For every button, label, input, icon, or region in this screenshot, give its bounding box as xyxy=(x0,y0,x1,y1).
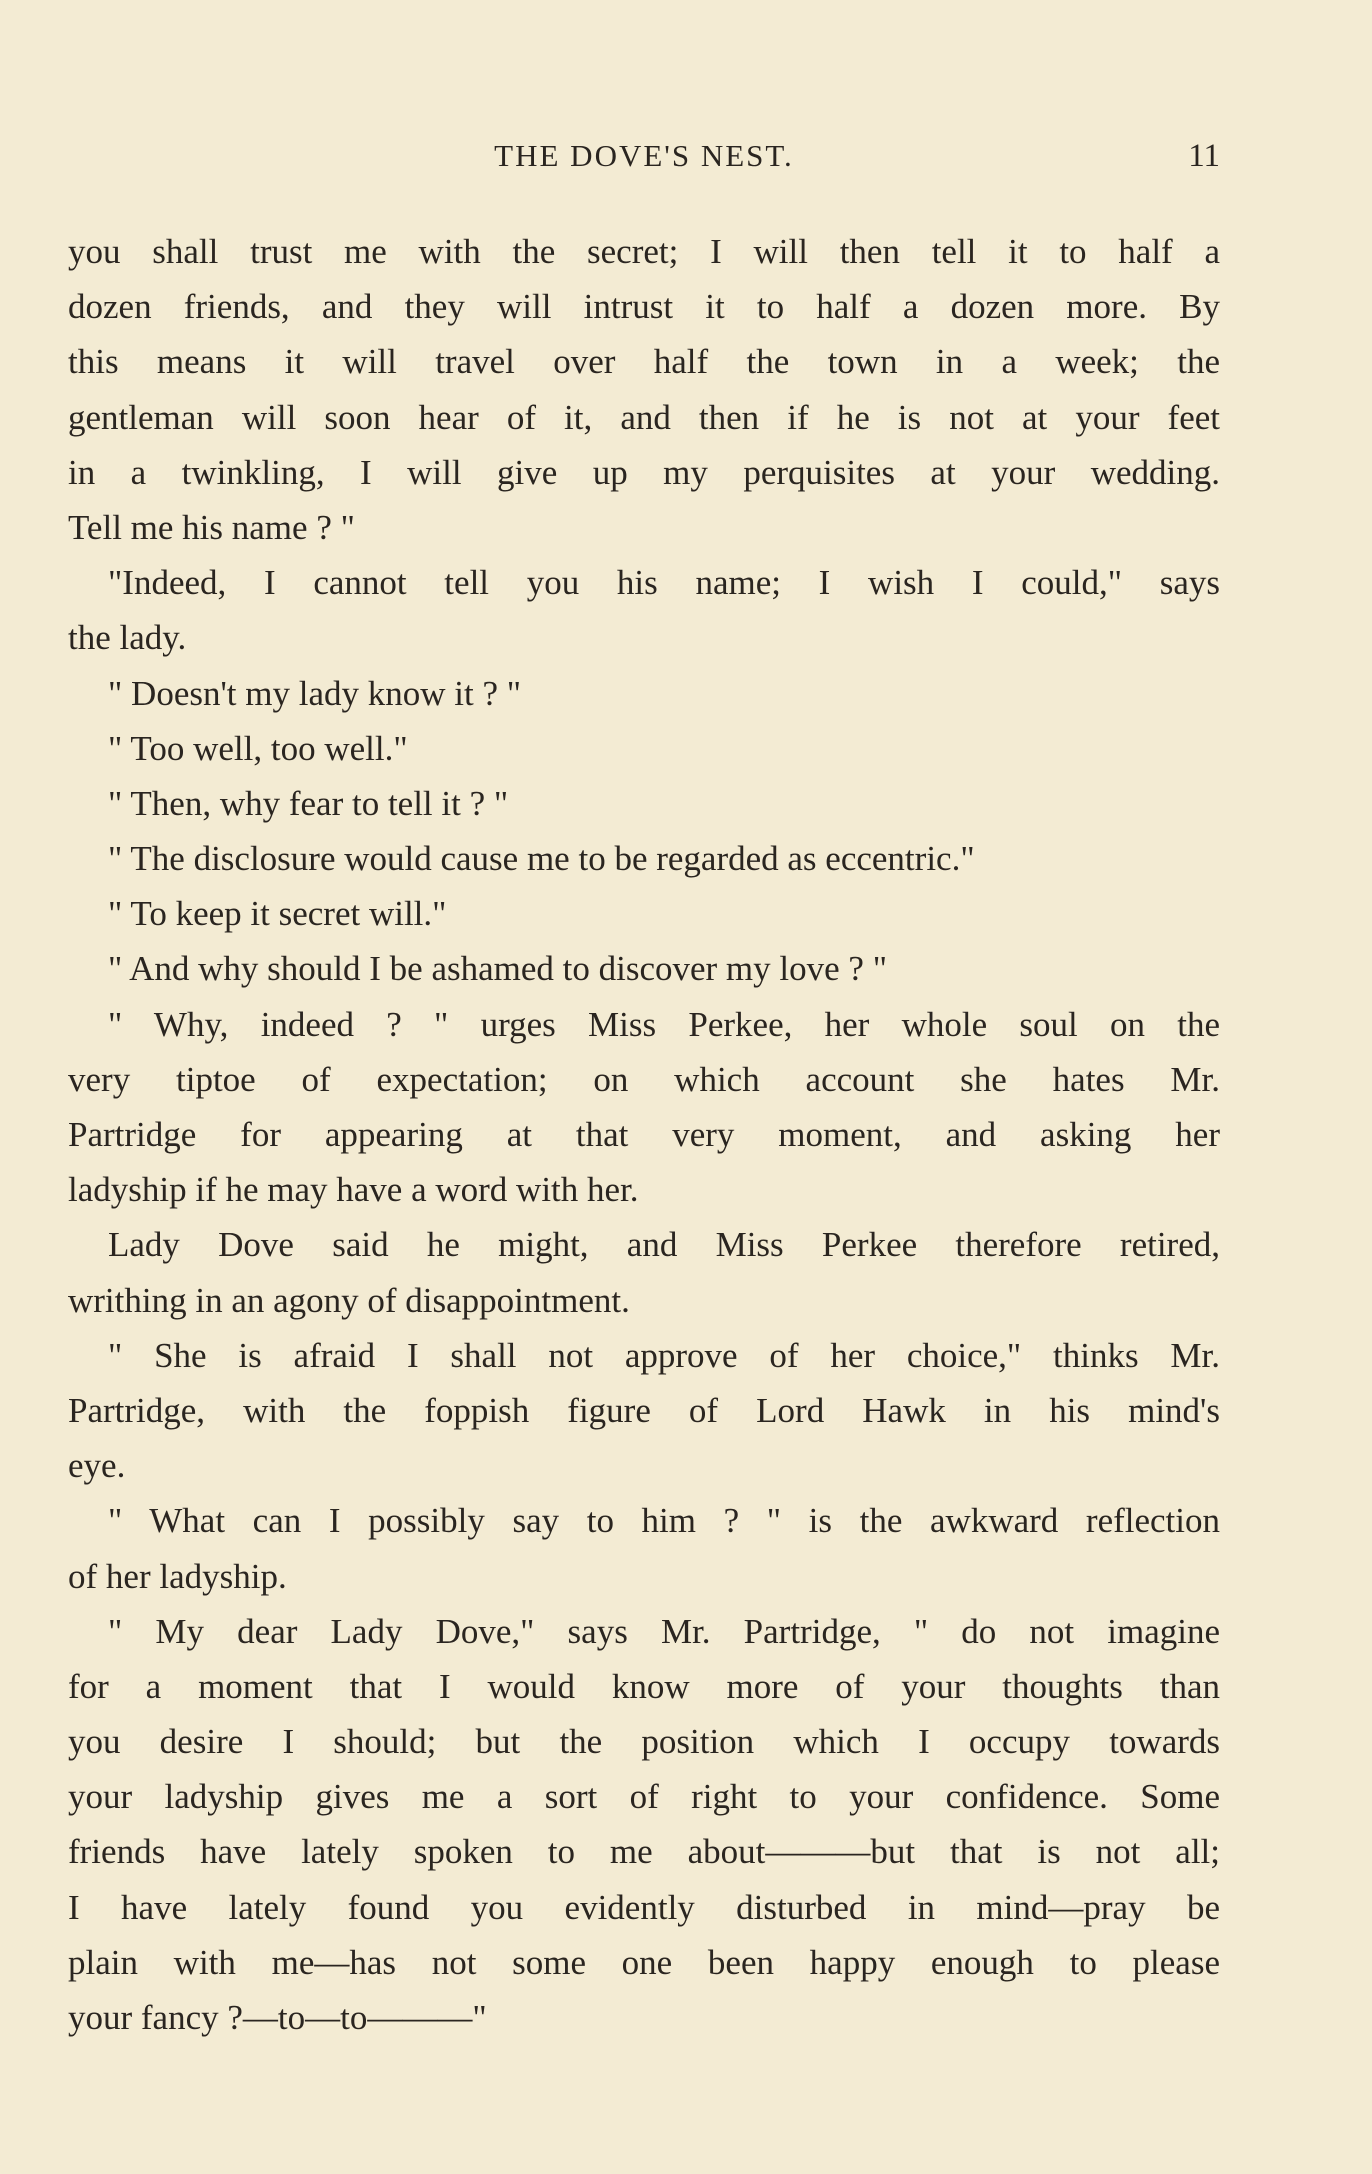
text-line: " To keep it secret will." xyxy=(108,894,447,934)
text-line: very tiptoe of expectation; on which account she hates Mr. xyxy=(68,1059,1220,1099)
text-line: " My dear Lady Dove," says Mr. Partridge, " do not imagine xyxy=(108,1611,1220,1651)
text-line: for a moment that I would know more of your thoughts than xyxy=(68,1666,1220,1706)
text-line: I have lately found you evidently disturbed in mind—pray be xyxy=(68,1887,1220,1927)
text-line: writhing in an agony of disappointment. xyxy=(68,1280,630,1320)
text-line: " Too well, too well." xyxy=(108,728,408,768)
text-line: the lady. xyxy=(68,618,187,658)
text-line: Tell me his name ? " xyxy=(68,507,355,547)
text-line: " The disclosure would cause me to be regarded as eccentric." xyxy=(108,839,975,879)
text-line: you shall trust me with the secret; I will then tell it to half a xyxy=(68,232,1220,271)
running-title: THE DOVE'S NEST. xyxy=(494,138,794,173)
text-line: Partridge for appearing at that very moment, and asking her xyxy=(68,1115,1220,1154)
text-line: eye. xyxy=(68,1446,126,1486)
text-line: in a twinkling, I will give up my perquisites at your wedding. xyxy=(68,452,1220,492)
text-line: "Indeed, I cannot tell you his name; I wish I could," says xyxy=(108,563,1220,603)
text-line: your ladyship gives me a sort of right to your confidence. Some xyxy=(68,1777,1220,1817)
text-line: " Then, why fear to tell it ? " xyxy=(108,783,509,823)
text-line: of her ladyship. xyxy=(68,1556,287,1596)
page-number: 11 xyxy=(1188,138,1220,174)
body-text xyxy=(68,224,1220,2045)
page-header xyxy=(68,138,1220,182)
text-line: dozen friends, and they will intrust it to half a dozen more. By xyxy=(68,287,1220,327)
text-line: gentleman will soon hear of it, and then if he is not at your feet xyxy=(68,397,1220,437)
text-line: plain with me—has not some one been happy enough to please xyxy=(68,1942,1220,1982)
text-line: " Doesn't my lady know it ? " xyxy=(108,673,522,713)
text-line: " And why should I be ashamed to discover my love ? " xyxy=(108,949,887,989)
text-line: " She is afraid I shall not approve of her choice," thinks Mr. xyxy=(108,1335,1220,1375)
text-line: " What can I possibly say to him ? " is the awkward reflection xyxy=(108,1501,1220,1541)
text-line: you desire I should; but the position which I occupy towards xyxy=(68,1722,1220,1762)
text-line: this means it will travel over half the town in a week; the xyxy=(68,342,1220,382)
text-line: Lady Dove said he might, and Miss Perkee therefore retired, xyxy=(108,1225,1220,1265)
text-line: friends have lately spoken to me about———but that is not all; xyxy=(68,1832,1220,1872)
text-line: your fancy ?—to—to———" xyxy=(68,1998,487,2037)
text-line: ladyship if he may have a word with her. xyxy=(68,1170,639,1210)
text-line: Partridge, with the foppish figure of Lord Hawk in his mind's xyxy=(68,1390,1220,1430)
text-line: " Why, indeed ? " urges Miss Perkee, her whole soul on the xyxy=(108,1004,1220,1044)
